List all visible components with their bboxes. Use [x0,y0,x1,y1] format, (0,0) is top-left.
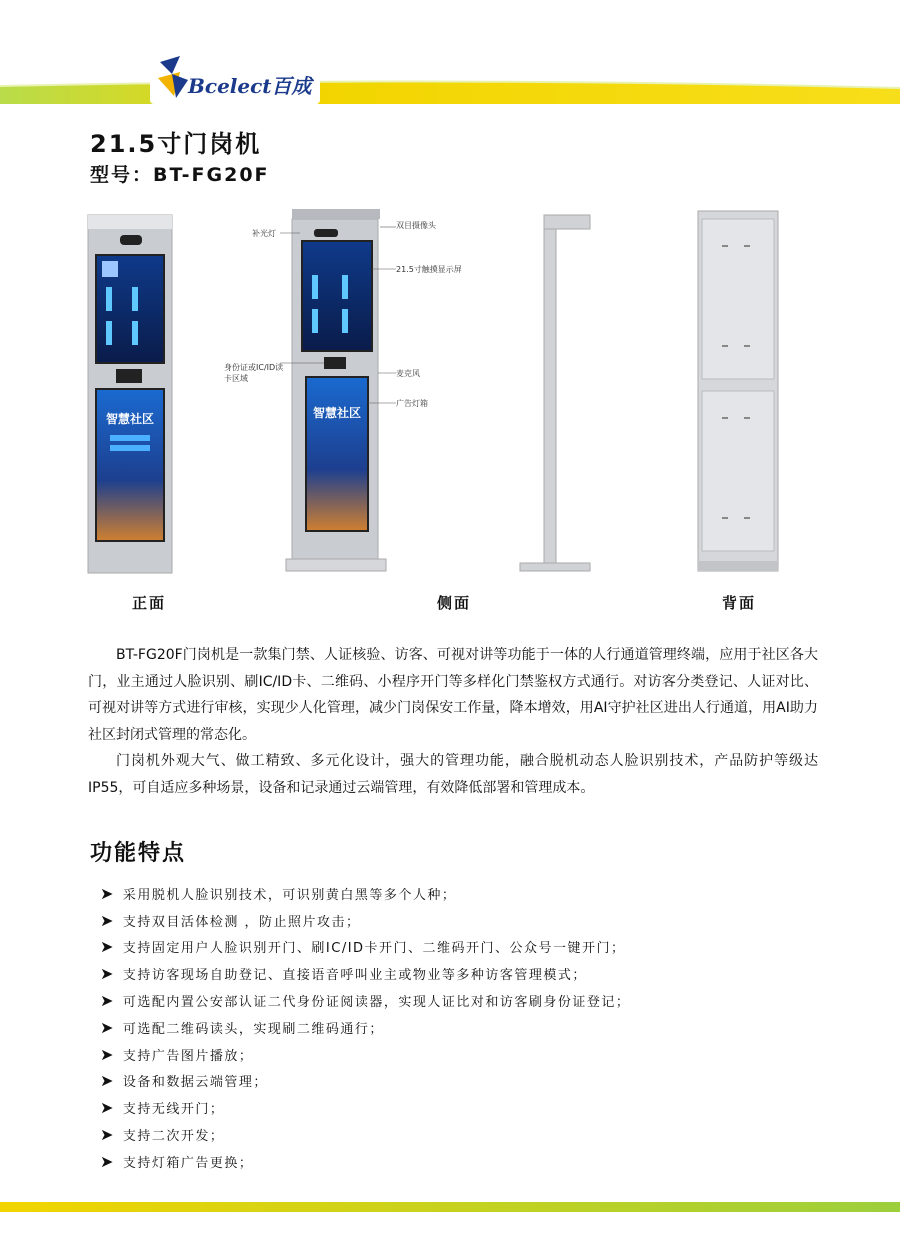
list-item: ➤ 支持广告图片播放； [100,1044,254,1064]
arrow-bullet-icon: ➤ [100,1125,115,1145]
list-item: ➤ 支持固定用户人脸识别开门、刷IC/ID卡开门、二维码开门、公众号一键开门； [100,937,626,957]
list-item: ➤ 可选配内置公安部认证二代身份证阅读器，实现人证比对和访客刷身份证登记； [100,991,631,1011]
list-item: ➤ 支持双目活体检测 ，防止照片攻击； [100,910,361,930]
screen-banner-side: 智慧社区 [312,406,362,420]
arrow-bullet-icon: ➤ [100,910,115,930]
features-list [100,880,630,1175]
arrow-bullet-icon: ➤ [100,883,115,903]
product-description [88,642,818,801]
arrow-bullet-icon: ➤ [100,964,115,984]
description-paragraph: 门岗机外观大气、做工精致、多元化设计，强大的管理功能，融合脱机动态人脸识别技术，产品防护等级达IP55，可自适应多种场景，设备和记录通过云端管理，有效降低部署和管理成本。 [88,753,818,796]
back-view [698,211,778,571]
front-view [88,215,172,573]
side-profile-view [520,215,590,571]
arrow-bullet-icon: ➤ [100,1017,115,1037]
list-item: ➤ 支持二次开发； [100,1125,225,1145]
list-item: ➤ 可选配二维码读头，实现刷二维码通行； [100,1017,384,1037]
arrow-bullet-icon: ➤ [100,1151,115,1171]
back-view-label: 背面 [722,594,757,612]
list-item: ➤ 支持访客现场自助登记、直接语音呼叫业主或物业等多种访客管理模式； [100,964,587,984]
features-title: 功能特点 [90,841,187,866]
arrow-bullet-icon: ➤ [100,991,115,1011]
description-paragraph: BT-FG20F门岗机是一款集门禁、人证核验、访客、可视对讲等功能于一体的人行通道管理终端，应用于社区各大门，业主通过人脸识别、刷IC/ID卡、二维码、小程序开门等多样化门禁鉴权方式通行。对访客分类登记、人证对比、可视对讲等方式进行审核，实现少人化管理，减少门岗保安工作量，降本增效，用AI守护社区进出人行通道，用AI助力社区封闭式管理的常态化。 [88,647,818,743]
product-views-illustration [80,205,820,585]
product-model: 型号：BT-FG20F [90,164,270,186]
list-item: ➤ 支持灯箱广告更换； [100,1151,254,1171]
callout-microphone: 麦克风 [396,369,420,378]
brand-logo-text: Bcelect百成 [188,74,312,98]
callout-fill-light: 补光灯 [252,229,276,238]
screen-banner-front: 智慧社区 [105,412,155,426]
footer-band [0,1202,900,1212]
arrow-bullet-icon: ➤ [100,937,115,957]
product-title: 21.5寸门岗机 [90,130,262,158]
callout-card-area: 身份证或IC/ID读卡区域 [224,363,284,383]
front-view-label: 正面 [132,594,167,612]
list-item: ➤ 采用脱机人脸识别技术，可识别黄白黑等多个人种； [100,883,457,903]
header-band [0,78,900,104]
list-item: ➤ 支持无线开门； [100,1098,225,1118]
list-item: ➤ 设备和数据云端管理； [100,1071,268,1091]
callout-dual-camera: 双目摄像头 [396,221,436,230]
side-view-label: 侧面 [437,594,472,612]
side-perspective-view [280,209,396,571]
arrow-bullet-icon: ➤ [100,1071,115,1091]
arrow-bullet-icon: ➤ [100,1098,115,1118]
callout-touch-display: 21.5寸触摸显示屏 [396,265,462,274]
callout-ad-lightbox: 广告灯箱 [396,399,428,408]
arrow-bullet-icon: ➤ [100,1044,115,1064]
